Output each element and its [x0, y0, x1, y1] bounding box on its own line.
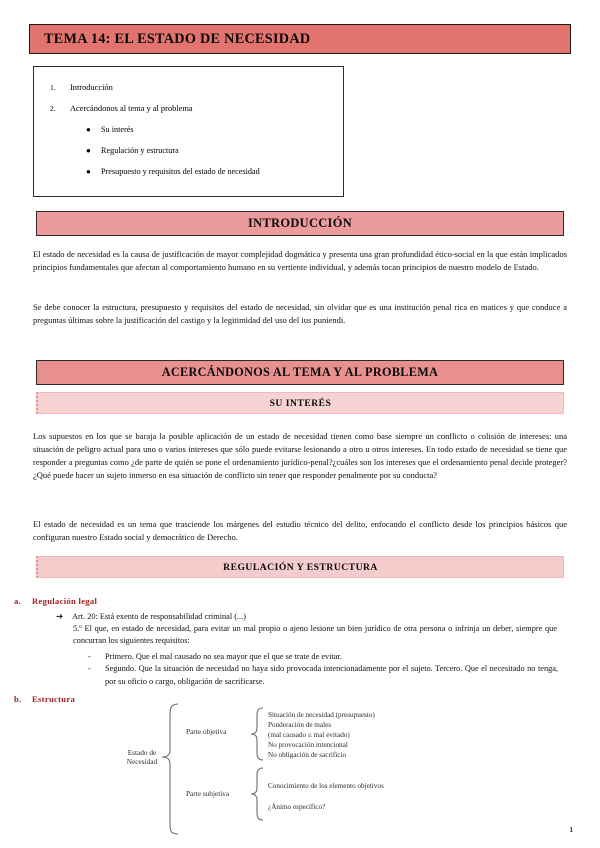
list-item — [34, 167, 343, 177]
outline-sublist — [34, 125, 343, 177]
root-brace — [162, 704, 178, 834]
lettered-label: Estructura — [32, 694, 76, 704]
diagram-root-line2: Necesidad — [126, 757, 158, 767]
dash-bullet-icon: - — [88, 652, 91, 661]
paragraph-su-interes-2: El estado de necesidad es un tema que trasciende los márgenes del estudio técnico del delito, enfocando el conflicto desde los principios básicos que configuran nuestro Estado social y democrático de Derecho. — [33, 519, 567, 542]
subsection-heading-text: SU INTERÉS — [269, 397, 332, 409]
list-item — [34, 146, 343, 156]
lettered-label: Regulación legal — [32, 596, 98, 606]
estructura-brace-diagram — [118, 700, 538, 835]
list-item — [88, 663, 558, 688]
bullet-icon: ● — [86, 125, 91, 135]
spacer — [268, 792, 384, 803]
diagram-items-subjetiva — [268, 782, 384, 813]
requisito-text: Primero. Que el mal causado no sea mayor que el que se trate de evitar. — [105, 652, 342, 661]
lettered-marker: a. — [14, 596, 22, 606]
lettered-marker: b. — [14, 694, 22, 704]
list-marker: 1. — [50, 83, 56, 92]
section-heading-text: INTRODUCCIÓN — [247, 216, 353, 230]
subjective-brace — [251, 768, 263, 820]
bullet-icon: ● — [86, 146, 91, 155]
list-label: Su interés — [101, 125, 134, 135]
bullet-icon: ● — [86, 166, 91, 176]
list-item — [88, 651, 558, 663]
subsection-heading-text: REGULACIÓN Y ESTRUCTURA — [223, 561, 378, 573]
diagram-branch-label-objetiva: Parte objetiva — [186, 727, 227, 736]
page-title: TEMA 14: EL ESTADO DE NECESIDAD — [44, 30, 311, 47]
subsection-header-su-interes — [36, 392, 564, 414]
list-label: Presupuesto y requisitos del estado de necesidad — [101, 166, 260, 176]
diagram-root-line1: Estado de — [127, 748, 157, 757]
list-item — [34, 125, 343, 135]
paragraph-introduccion-2: Se debe conocer la estructura, presupuesto y requisitos del estado de necesidad, sin olvidar que es una institución penal rica en matices y que conduce a preguntas últimas sobre la justificación del castigo y la legitimidad del uso del ius puniendi. — [33, 302, 567, 325]
outline-list — [34, 67, 343, 114]
paragraph-su-interes-1: Los supuestos en los que se baraja la posible aplicación de un estado de necesidad tienen como base siempre un conflicto o colisión de intereses: una situación de peligro actual para uno o varios intereses que sólo puede evitarse lesionando a otro u otros intereses. En todo estado de necesidad se tiene que responder a preguntas como ¿de parte de quién se pone el ordenamiento jurídico-penal?¿cuáles son los intereses que el ordenamiento penal decide proteger?¿Qué puede hacer un sujeto inmerso en esa situación de conflicto sin tener que responder penalmente por su conducta? — [33, 431, 567, 480]
table-of-contents-box — [33, 66, 344, 197]
page-number: 1 — [569, 826, 573, 834]
list-item — [34, 83, 343, 93]
requisito-text: Segundo. Que la situación de necesidad no haya sido provocada intencionadamente por el sujeto. Tercero. Que el necesitado no tenga, por su oficio o cargo, obligación de sacrificarse. — [105, 664, 558, 686]
diagram-branch-label-subjetiva: Parte subjetiva — [186, 789, 230, 798]
list-marker: 2. — [50, 104, 56, 114]
lettered-item-estructura — [14, 694, 75, 704]
list-item — [34, 104, 343, 114]
list-label: Acercándonos al tema y al problema — [70, 104, 193, 114]
document-title-bar — [29, 24, 571, 54]
diagram-root-label — [118, 748, 166, 767]
diagram-item: No provocación intencional — [268, 740, 348, 749]
requisitos-list — [88, 651, 558, 688]
diagram-item: ¿Ánimo específico? — [268, 802, 326, 811]
arrow-icon: ➔ — [56, 612, 63, 621]
list-label: Regulación y estructura — [101, 146, 179, 155]
objective-brace — [251, 708, 263, 760]
diagram-item: (mal causado ≤ mal evitado) — [268, 730, 350, 739]
subsection-header-regulacion-estructura — [36, 556, 564, 578]
diagram-item: Conocimiento de los elemento objetivos — [268, 782, 384, 790]
diagram-item: No obligación de sacrificio — [268, 750, 347, 759]
diagram-items-objetiva — [268, 711, 375, 761]
lettered-item-regulacion-legal — [14, 596, 97, 606]
arrow-list-item-articulo-20 — [56, 611, 556, 623]
diagram-item: Situación de necesidad (presupuesto) — [268, 711, 375, 719]
section-header-introduccion — [36, 211, 564, 236]
dash-bullet-icon: - — [88, 664, 91, 674]
legal-text-body: 5.º El que, en estado de necesidad, para evitar un mal propio o ajeno lesione un bien jurídico de otra persona o infrinja un deber, siempre que concurran los siguientes requisitos: — [73, 624, 557, 646]
section-heading-text: ACERCÁNDONOS AL TEMA Y AL PROBLEMA — [161, 365, 439, 379]
list-label: Introducción — [70, 83, 113, 92]
arrow-item-text: Art. 20: Está exento de responsabilidad criminal (...) — [72, 612, 246, 621]
paragraph-introduccion-1: El estado de necesidad es la causa de justificación de mayor complejidad dogmática y presenta una gran profundidad ético-social en la que están implicados principios fundamentales que afectan al comportamiento humano en su vertiente individual, y además tocan principios de nuestro modelo de Estado. — [33, 249, 567, 272]
diagram-item: Ponderación de males — [268, 720, 332, 729]
section-header-acercandonos — [36, 360, 564, 385]
